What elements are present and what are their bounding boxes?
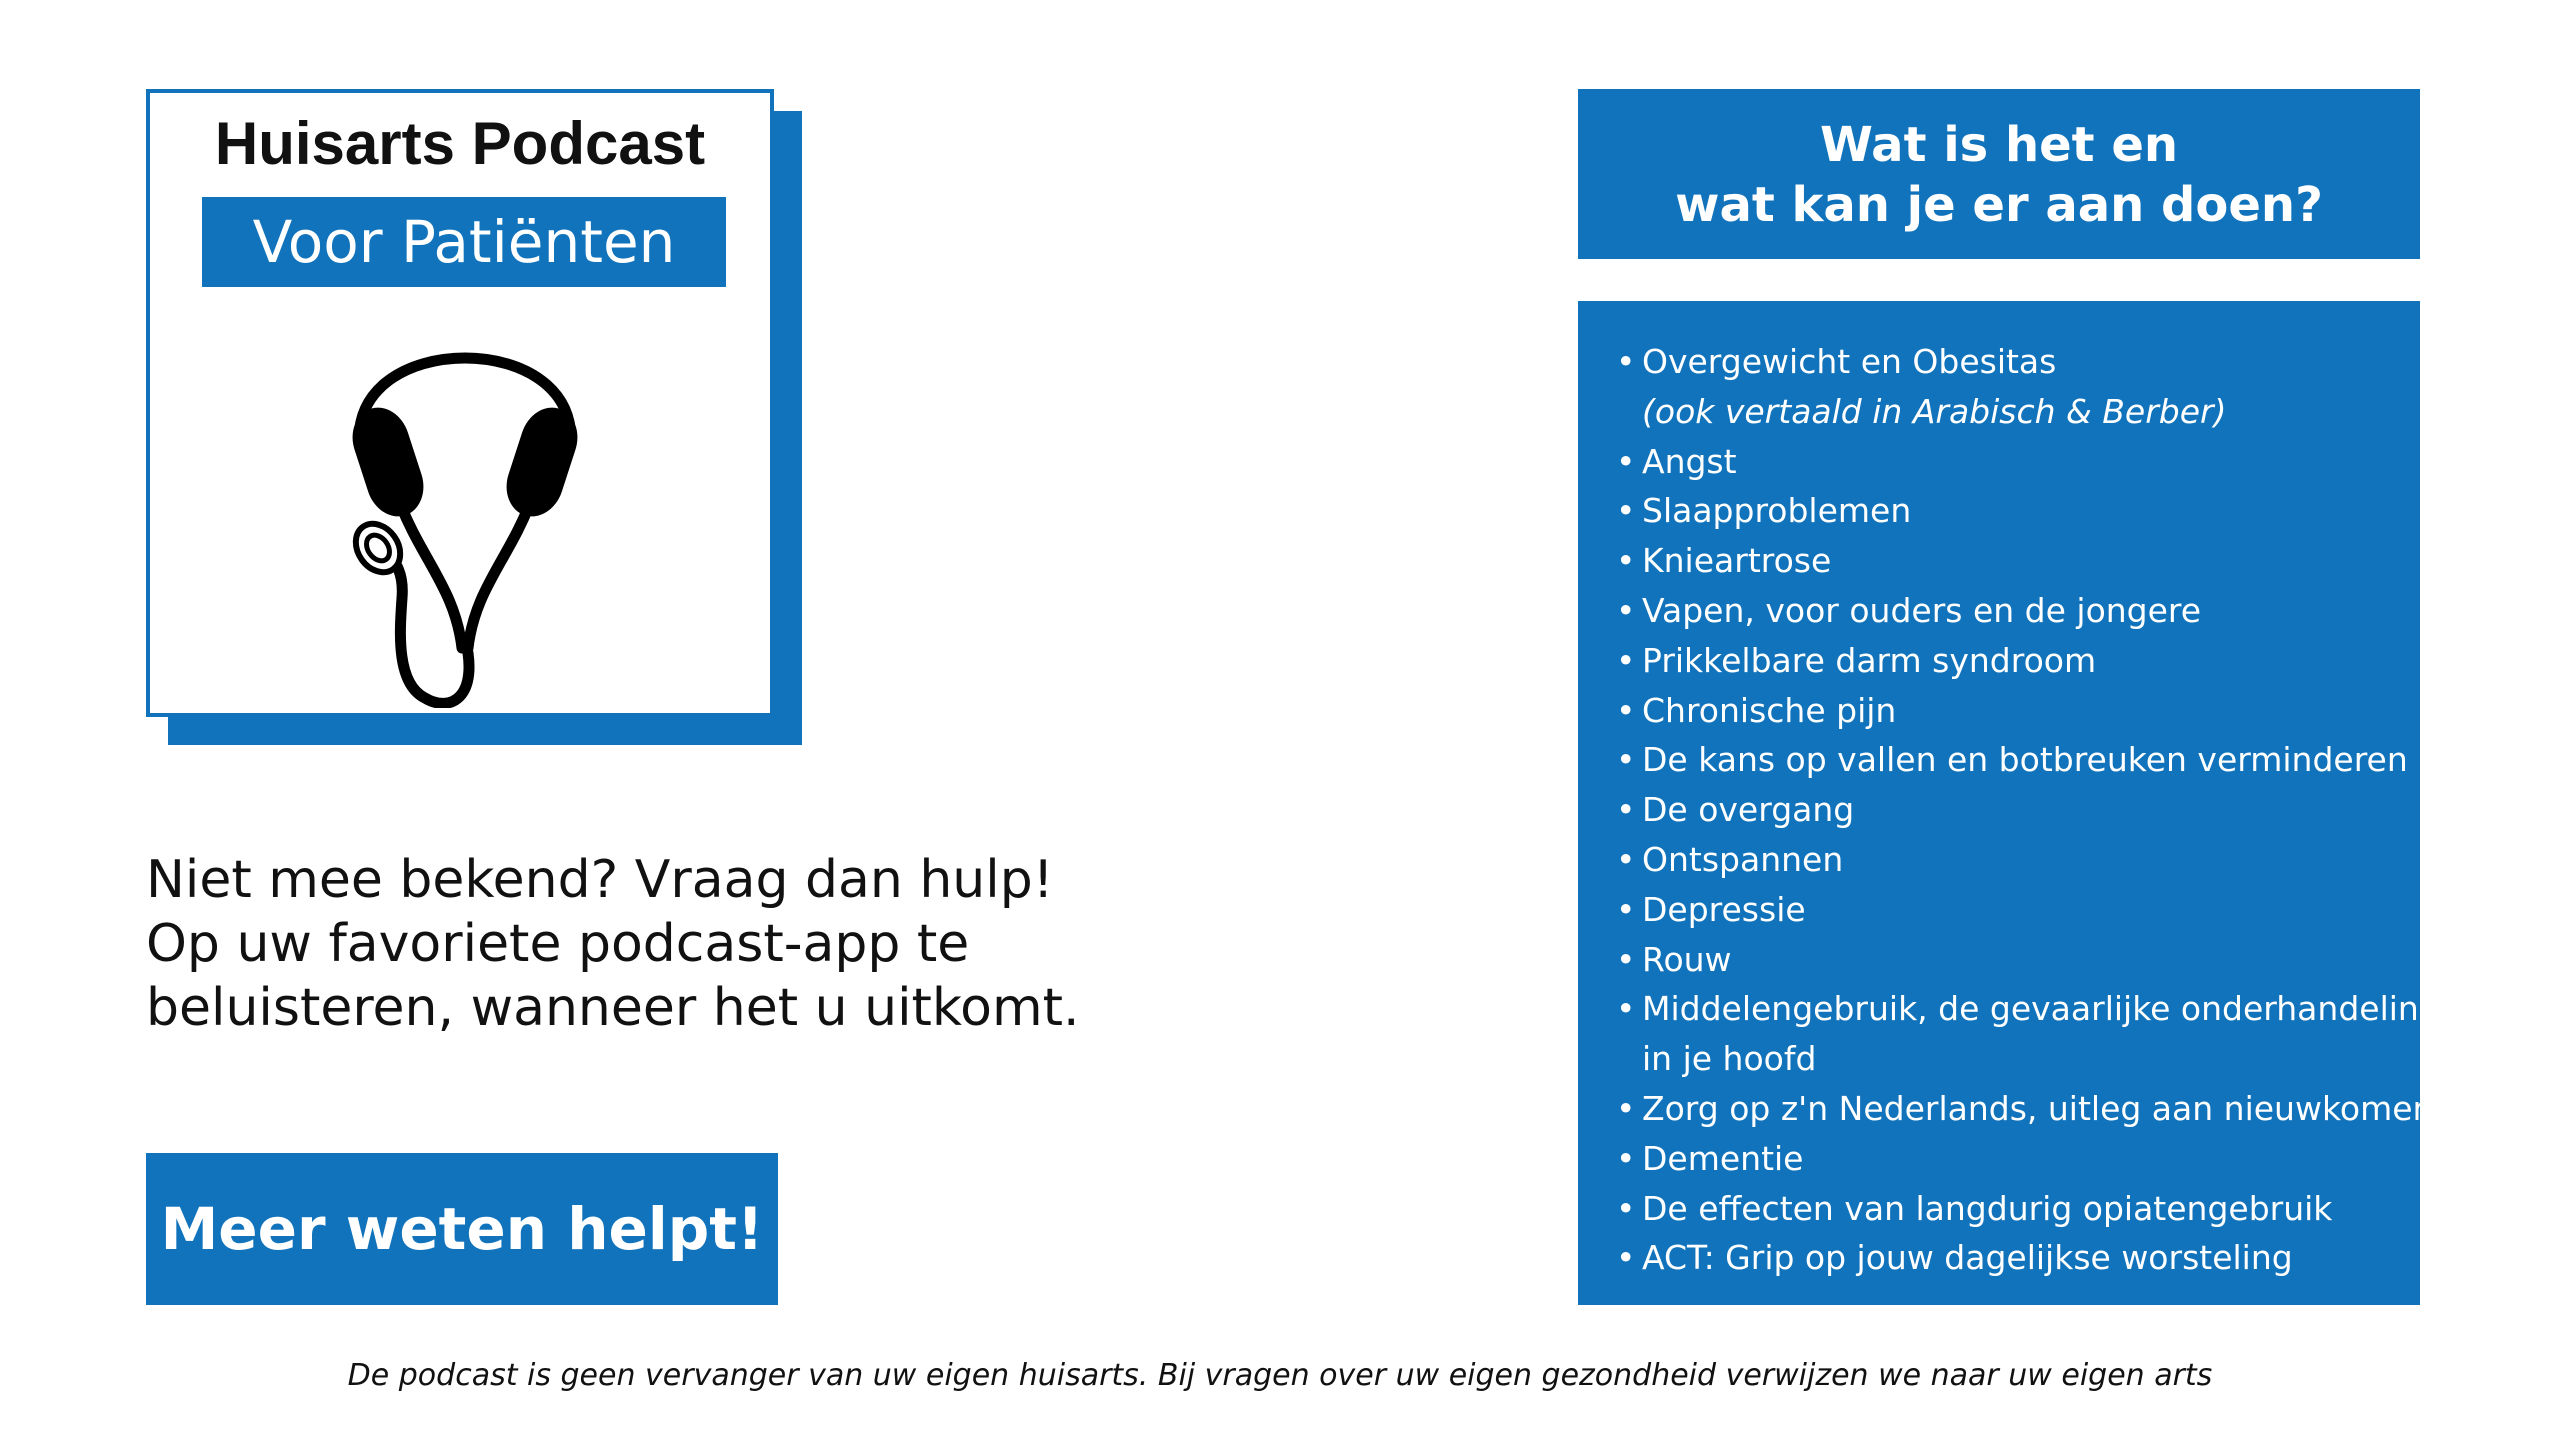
topic-label: De kans op vallen en botbreuken verminderen xyxy=(1642,740,2408,780)
logo-badge: Voor Patiënten xyxy=(202,197,726,287)
topic-item[interactable] xyxy=(1616,735,2408,785)
bullet-icon: • xyxy=(1616,839,1636,879)
intro-text xyxy=(146,848,1146,1040)
intro-line: Op uw favoriete podcast-app te xyxy=(146,914,970,974)
topic-item[interactable] xyxy=(1616,586,2400,636)
bullet-icon: • xyxy=(1616,740,1636,780)
topic-item[interactable] xyxy=(1616,835,2400,885)
topic-label: Middelengebruik, de gevaarlijke onderhandeling xyxy=(1642,989,2440,1029)
bullet-icon: • xyxy=(1616,590,1636,630)
topic-item[interactable] xyxy=(1616,785,2400,835)
topics-list xyxy=(1616,337,2444,1283)
topic-item[interactable] xyxy=(1616,885,2400,935)
topic-label: Dementie xyxy=(1642,1138,1804,1178)
topic-label: Angst xyxy=(1642,441,1737,481)
bullet-icon: • xyxy=(1616,1138,1636,1178)
intro-line: beluisteren, wanneer het u uitkomt. xyxy=(146,978,1080,1038)
topics-header-line: wat kan je er aan doen? xyxy=(1675,177,2323,233)
bullet-icon: • xyxy=(1616,491,1636,531)
topic-item[interactable] xyxy=(1616,935,2400,985)
topic-item[interactable] xyxy=(1616,437,2400,487)
topic-item[interactable] xyxy=(1616,1233,2400,1283)
meer-weten-button[interactable]: Meer weten helpt! xyxy=(146,1153,778,1305)
topic-label: Chronische pijn xyxy=(1642,690,1897,730)
topic-item[interactable] xyxy=(1616,536,2400,586)
bullet-icon: • xyxy=(1616,790,1636,830)
topic-label: Slaapproblemen xyxy=(1642,491,1912,531)
topic-item[interactable] xyxy=(1616,984,2440,1084)
topic-label: Knieartrose xyxy=(1642,541,1832,581)
topic-label: Rouw xyxy=(1642,939,1732,979)
topics-header-line: Wat is het en xyxy=(1819,117,2179,173)
topic-item[interactable] xyxy=(1616,337,2400,437)
topic-label-continuation: in je hoofd xyxy=(1642,1039,1817,1079)
topics-header xyxy=(1578,89,2420,259)
bullet-icon: • xyxy=(1616,1088,1636,1128)
bullet-icon: • xyxy=(1616,342,1636,381)
bullet-icon: • xyxy=(1616,1188,1636,1228)
topic-label: Prikkelbare darm syndroom xyxy=(1642,640,2097,680)
topic-label: Zorg op z'n Nederlands, uitleg aan nieuwkomers xyxy=(1642,1088,2444,1128)
topic-label: Vapen, voor ouders en de jongere xyxy=(1642,590,2202,630)
bullet-icon: • xyxy=(1616,1238,1636,1278)
topic-label: De effecten van langdurig opiatengebruik xyxy=(1642,1188,2333,1228)
topic-label: De overgang xyxy=(1642,790,1855,830)
topic-note: (ook vertaald in Arabisch & Berber) xyxy=(1642,391,2227,431)
topic-item[interactable] xyxy=(1616,1184,2400,1234)
topic-item[interactable] xyxy=(1616,1084,2444,1134)
bullet-icon: • xyxy=(1616,441,1636,481)
headphones-stethoscope-icon xyxy=(340,298,590,708)
bullet-icon: • xyxy=(1616,989,1636,1029)
logo-card xyxy=(146,89,774,717)
topic-label: ACT: Grip op jouw dagelijkse worsteling xyxy=(1642,1238,2293,1278)
topic-label: Overgewicht en Obesitas xyxy=(1642,342,2057,381)
topic-label: Ontspannen xyxy=(1642,839,1844,879)
topic-item[interactable] xyxy=(1616,1134,2400,1184)
bullet-icon: • xyxy=(1616,939,1636,979)
podcast-logo[interactable] xyxy=(146,89,802,745)
intro-line: Niet mee bekend? Vraag dan hulp! xyxy=(146,850,1054,910)
topics-panel xyxy=(1578,301,2444,1305)
logo-title: Huisarts Podcast xyxy=(214,110,706,177)
bullet-icon: • xyxy=(1616,889,1636,929)
topic-label: Depressie xyxy=(1642,889,1806,929)
bullet-icon: • xyxy=(1616,541,1636,581)
topic-item[interactable] xyxy=(1616,686,2400,736)
topic-item[interactable] xyxy=(1616,636,2400,686)
bullet-icon: • xyxy=(1616,640,1636,680)
topic-item[interactable] xyxy=(1616,486,2400,536)
disclaimer: De podcast is geen vervanger van uw eigen huisarts. Bij vragen over uw eigen gezondheid verwijzen we naar uw eigen arts xyxy=(347,1358,2213,1393)
bullet-icon: • xyxy=(1616,690,1636,730)
